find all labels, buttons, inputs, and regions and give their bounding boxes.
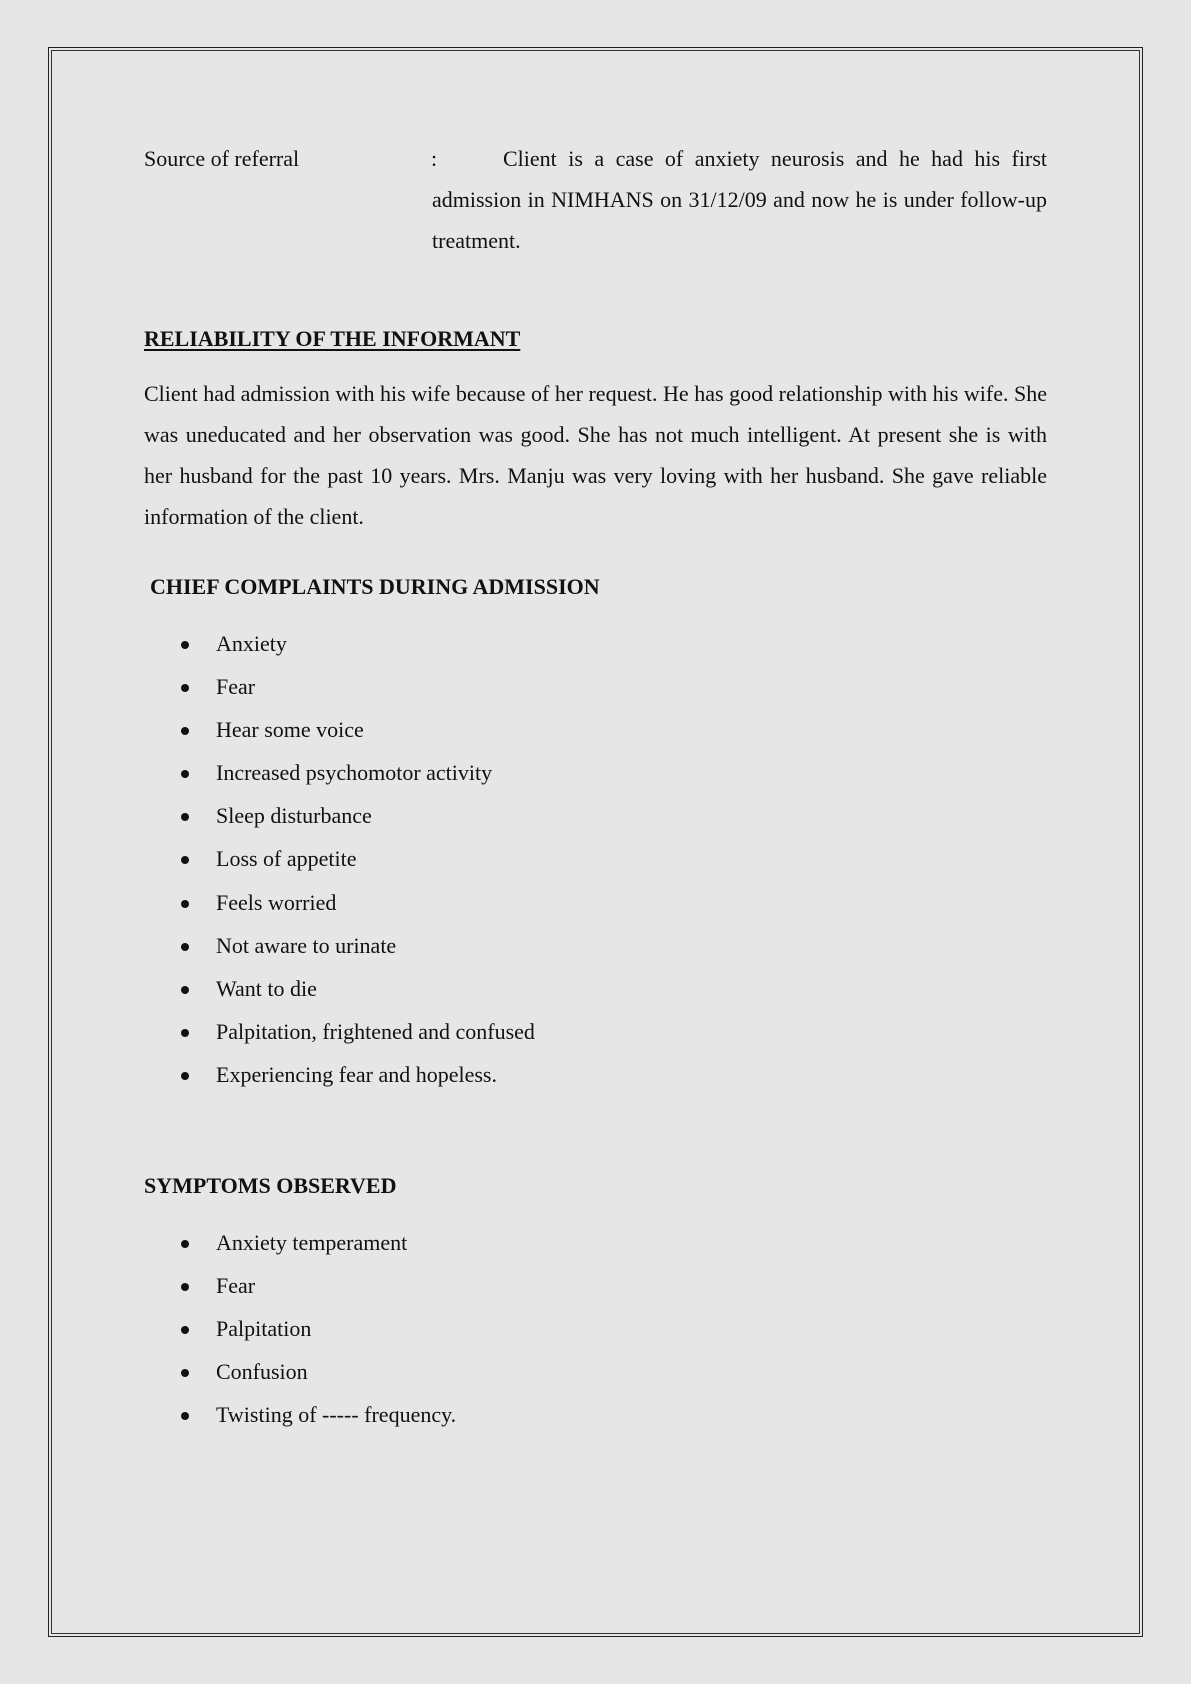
reliability-paragraph: Client had admission with his wife because of her request. He has good relationship with his wife. She was uneducated and her observation was good. She has not much intelligent. At present she is with her husband for the past 10 years. Mrs. Manju was very loving with her husband. She gave reliable information of the client. (144, 381, 1047, 529)
referral-value: Client is a case of anxiety neurosis and he had his first admission in NIMHANS on 31/12/09 and now he is under follow-up treatment. (432, 146, 1047, 253)
page-border-inner (51, 50, 1140, 1634)
bullet-icon (181, 641, 189, 649)
chief-complaints-heading: CHIEF COMPLAINTS DURING ADMISSION (150, 574, 600, 599)
referral-colon: : (431, 146, 438, 171)
bullet-icon (181, 1240, 189, 1248)
referral-label: Source of referral (144, 146, 300, 171)
bullet-icon (181, 943, 189, 951)
symptoms-heading: SYMPTOMS OBSERVED (144, 1173, 397, 1198)
bullet-icon (181, 1072, 189, 1080)
bullet-icon (181, 986, 189, 994)
bullet-icon (181, 1029, 189, 1037)
reliability-heading: RELIABILITY OF THE INFORMANT (144, 326, 521, 351)
bullet-icon (181, 900, 189, 908)
